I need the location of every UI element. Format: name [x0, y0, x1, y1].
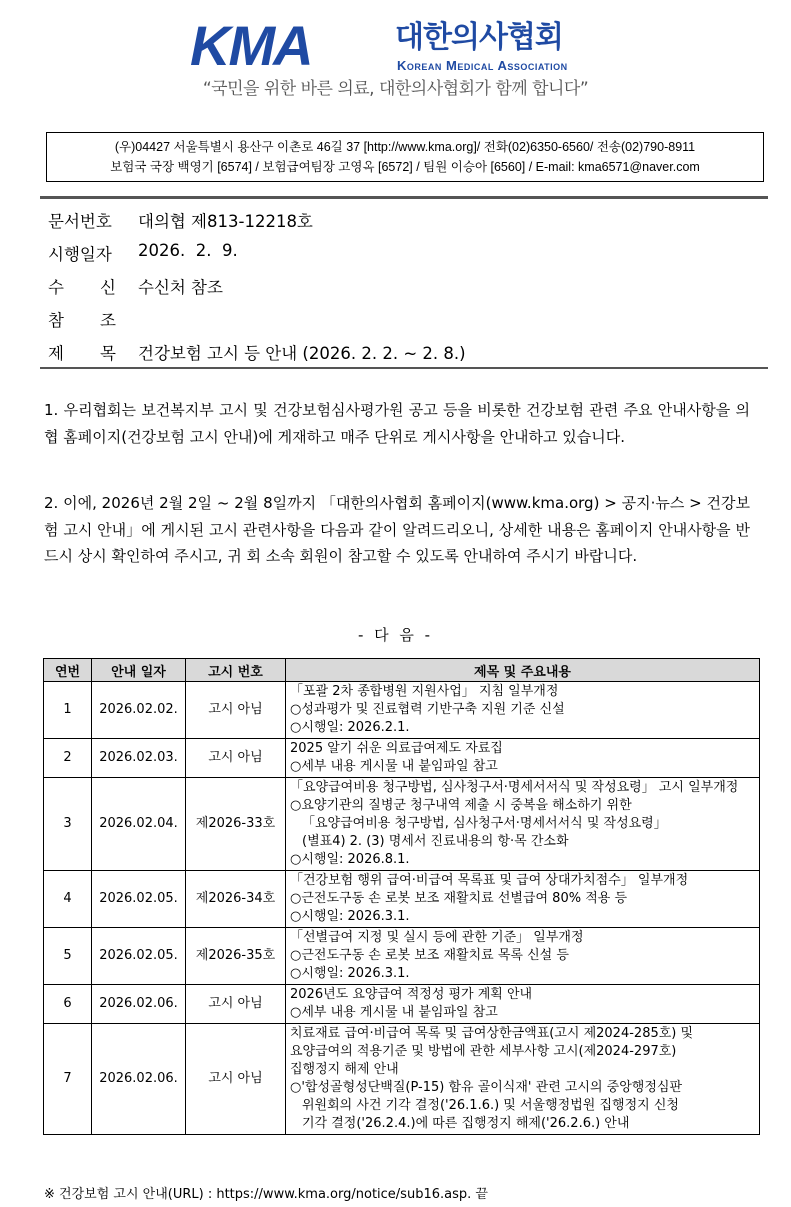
table-header-row: [44, 659, 760, 682]
cell-notice-no: 고시 아님: [186, 1024, 286, 1135]
cell-content: [286, 1024, 760, 1135]
cell-no: 4: [44, 871, 92, 928]
cell-content: [286, 778, 760, 871]
divider-bottom: [40, 367, 768, 369]
meta-value: 대의협 제813-12218호: [138, 212, 313, 231]
cell-date: 2026.02.04.: [92, 778, 186, 871]
table-row: [44, 928, 760, 985]
cell-no: 1: [44, 682, 92, 739]
table-row: [44, 1024, 760, 1135]
cell-notice-no: 제2026-33호: [186, 778, 286, 871]
cell-no: 2: [44, 739, 92, 778]
cell-date: 2026.02.02.: [92, 682, 186, 739]
cell-content: [286, 871, 760, 928]
section-mark: - 다 음 -: [357, 626, 434, 644]
meta-label: 시행일자: [48, 245, 112, 264]
cell-content: [286, 985, 760, 1024]
table-row: [44, 739, 760, 778]
meta-label: 문서번호: [48, 212, 112, 231]
content-line: ○세부 내용 게시물 내 붙임파일 참고: [290, 759, 498, 774]
content-line: 요양급여의 적용기준 및 방법에 관한 세부사항 고시(제2024-297호): [290, 1044, 677, 1059]
paragraph-1: 1. 우리협회는 보건복지부 고시 및 건강보험심사평가원 공고 등을 비롯한 건강보험 관련 주요 안내사항을 의협 홈페이지(건강보험 고시 안내)에 게재하고 매주 단위로 게시사항을 안내하고 있습니다.: [44, 401, 750, 446]
content-line: 기각 결정('26.2.4.)에 따른 집행정지 해제('26.2.6.) 안내: [302, 1116, 630, 1131]
content-line: ○시행일: 2026.2.1.: [290, 720, 410, 735]
table-row: [44, 871, 760, 928]
content-line: 「요양급여비용 청구방법, 심사청구서·명세서서식 및 작성요령」 고시 일부개정: [290, 780, 739, 795]
meta-label: 수 신: [48, 278, 116, 297]
cell-date: 2026.02.05.: [92, 928, 186, 985]
content-line: 2025 알기 쉬운 의료급여제도 자료집: [290, 741, 503, 756]
meta-value: 수신처 참조: [138, 278, 223, 297]
slogan: “국민을 위한 바른 의료, 대한의사협회가 함께 합니다”: [202, 79, 589, 99]
cell-notice-no: 제2026-35호: [186, 928, 286, 985]
cell-date: 2026.02.06.: [92, 1024, 186, 1135]
cell-content: [286, 739, 760, 778]
cell-notice-no: 제2026-34호: [186, 871, 286, 928]
table-row: [44, 985, 760, 1024]
meta-value: 건강보험 고시 등 안내 (2026. 2. 2. ~ 2. 8.): [138, 344, 466, 363]
footnote: ※ 건강보험 고시 안내(URL) : https://www.kma.org/notice/sub16.asp. 끝: [44, 1187, 488, 1202]
content-line: ○세부 내용 게시물 내 붙임파일 참고: [290, 1005, 498, 1020]
content-line: ○성과평가 및 진료협력 기반구축 지원 기준 신설: [290, 702, 565, 717]
content-line: 「요양급여비용 청구방법, 심사청구서·명세서서식 및 작성요령」: [302, 816, 667, 831]
meta-value: 2026. 2. 9.: [138, 241, 238, 260]
logo-korean-name: 대한의사협회: [395, 20, 563, 55]
contact-line: 보험국 국장 백영기 [6574] / 보험급여팀장 고영옥 [6572] / 팀원 이승아 [6560] / E-mail: kma6571@naver.com: [110, 160, 700, 174]
content-line: ○시행일: 2026.3.1.: [290, 966, 410, 981]
logo-english-name: Korean Medical Association: [397, 58, 568, 73]
table-row: [44, 778, 760, 871]
cell-date: 2026.02.06.: [92, 985, 186, 1024]
cell-notice-no: 고시 아님: [186, 739, 286, 778]
content-line: ○근전도구동 손 로봇 보조 재활치료 목록 신설 등: [290, 948, 569, 963]
divider-top: [40, 196, 768, 199]
logo-text: KMA: [190, 14, 312, 77]
notice-table: [43, 658, 760, 1135]
content-line: ○요양기관의 질병군 청구내역 제출 시 중복을 해소하기 위한: [290, 798, 632, 813]
col-header-content: 제목 및 주요내용: [286, 659, 760, 682]
paragraph-2: 2. 이에, 2026년 2월 2일 ~ 2월 8일까지 「대한의사협회 홈페이지(www.kma.org) > 공지·뉴스 > 건강보험 고시 안내」에 게시된 고시 관련사항을 다음과 같이 알려드리오니, 상세한 내용은 홈페이지 안내사항을 반드시 상시 확인하여 주시고, 귀 회 소속 회원이 참고할 수 있도록 안내하여 주시기 바랍니다.: [44, 494, 750, 565]
content-line: ○시행일: 2026.3.1.: [290, 909, 410, 924]
content-line: 「건강보험 행위 급여·비급여 목록표 및 급여 상대가치점수」 일부개정: [290, 873, 689, 888]
content-line: 「선별급여 지정 및 실시 등에 관한 기준」 일부개정: [290, 930, 584, 945]
cell-date: 2026.02.03.: [92, 739, 186, 778]
cell-notice-no: 고시 아님: [186, 985, 286, 1024]
cell-no: 3: [44, 778, 92, 871]
meta-label: 참 조: [48, 311, 116, 330]
cell-no: 6: [44, 985, 92, 1024]
address-line: (우)04427 서울특별시 용산구 이촌로 46길 37 [http://www.kma.org]/ 전화(02)6350-6560/ 전송(02)790-8911: [114, 140, 696, 154]
cell-notice-no: 고시 아님: [186, 682, 286, 739]
content-line: ○근전도구동 손 로봇 보조 재활치료 선별급여 80% 적용 등: [290, 891, 628, 906]
col-header-date: 안내 일자: [92, 659, 186, 682]
col-header-notice-no: 고시 번호: [186, 659, 286, 682]
cell-no: 7: [44, 1024, 92, 1135]
col-header-no: 연번: [44, 659, 92, 682]
content-line: 치료재료 급여·비급여 목록 및 급여상한금액표(고시 제2024-285호) 및: [290, 1026, 694, 1041]
table-row: [44, 682, 760, 739]
content-line: ○'합성골형성단백질(P-15) 함유 골이식재' 관련 고시의 중앙행정심판: [290, 1080, 683, 1095]
content-line: (별표4) 2. (3) 명세서 진료내용의 항·목 간소화: [302, 834, 569, 849]
cell-content: [286, 682, 760, 739]
cell-content: [286, 928, 760, 985]
content-line: 「포괄 2차 종합병원 지원사업」 지침 일부개정: [290, 684, 559, 699]
content-line: 위원회의 사건 기각 결정('26.1.6.) 및 서울행정법원 집행정지 신청: [302, 1098, 679, 1113]
kma-logo: [190, 14, 620, 77]
content-line: 2026년도 요양급여 적정성 평가 계획 안내: [290, 987, 533, 1002]
cell-date: 2026.02.05.: [92, 871, 186, 928]
content-line: ○시행일: 2026.8.1.: [290, 852, 410, 867]
address-box: [46, 132, 764, 182]
cell-no: 5: [44, 928, 92, 985]
meta-label: 제 목: [48, 344, 116, 363]
content-line: 집행정지 해제 안내: [290, 1062, 399, 1077]
